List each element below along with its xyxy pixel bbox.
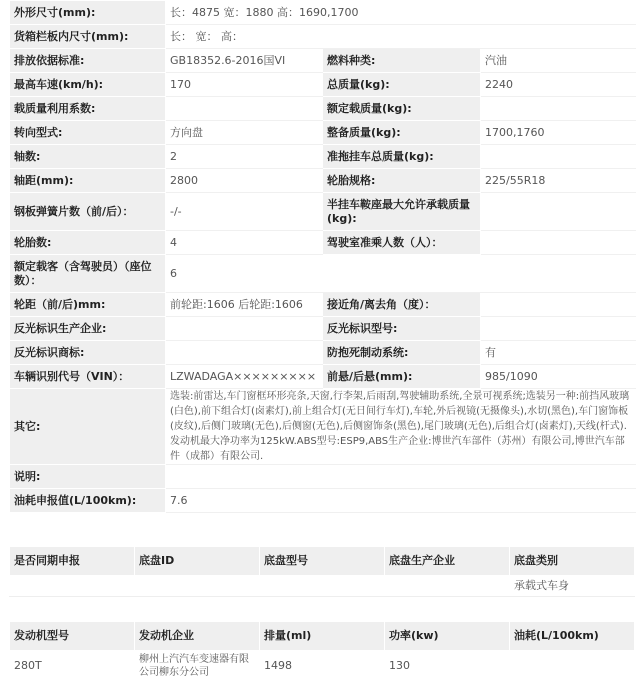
field-value xyxy=(481,145,636,169)
header-cell: 底盘ID xyxy=(135,547,260,576)
field-value: 有 xyxy=(481,341,636,365)
field-value: 170 xyxy=(166,73,323,97)
field-label: 总质量(kg): xyxy=(323,73,481,97)
field-label: 说明: xyxy=(10,465,166,489)
field-value xyxy=(481,97,636,121)
field-value: -/- xyxy=(166,193,323,231)
field-label: 排放依据标准: xyxy=(10,49,166,73)
header-cell: 发动机企业 xyxy=(135,622,260,651)
table-row xyxy=(10,193,636,231)
field-value: 2 xyxy=(166,145,323,169)
table-row xyxy=(10,389,636,465)
field-value xyxy=(481,231,636,255)
field-label: 转向型式: xyxy=(10,121,166,145)
table-row xyxy=(10,576,635,597)
field-label: 载质量利用系数: xyxy=(10,97,166,121)
table-row xyxy=(10,73,636,97)
cell: 承载式车身 xyxy=(510,576,635,597)
cell xyxy=(260,576,385,597)
field-value: 7.6 xyxy=(166,489,636,513)
engine-table xyxy=(9,621,635,682)
table-row xyxy=(10,121,636,145)
field-value: 2800 xyxy=(166,169,323,193)
header-cell: 排量(ml) xyxy=(260,622,385,651)
field-label: 准拖挂车总质量(kg): xyxy=(323,145,481,169)
header-cell: 底盘型号 xyxy=(260,547,385,576)
field-value: 985/1090 xyxy=(481,365,636,389)
field-value: 汽油 xyxy=(481,49,636,73)
field-value: 1700,1760 xyxy=(481,121,636,145)
chassis-header-row xyxy=(10,547,635,576)
table-row xyxy=(10,169,636,193)
field-value: GB18352.6-2016国VI xyxy=(166,49,323,73)
table-row xyxy=(10,651,635,682)
field-value xyxy=(481,193,636,231)
field-label: 外形尺寸(mm): xyxy=(10,1,166,25)
field-label: 油耗申报值(L/100km): xyxy=(10,489,166,513)
field-value: LZWADAGA××××××××× xyxy=(166,365,323,389)
field-label: 轴距(mm): xyxy=(10,169,166,193)
field-label: 车辆识别代号（VIN）： xyxy=(10,365,166,389)
cell: 柳州上汽汽车变速器有限公司柳东分公司 xyxy=(135,651,260,682)
field-label: 轴数: xyxy=(10,145,166,169)
field-label: 钢板弹簧片数（前/后）： xyxy=(10,193,166,231)
cell: 280T xyxy=(10,651,135,682)
table-row xyxy=(10,489,636,513)
field-label: 防抱死制动系统: xyxy=(323,341,481,365)
vehicle-params-table xyxy=(9,0,636,513)
chassis-table xyxy=(9,546,635,597)
table-row xyxy=(10,1,636,25)
header-cell: 是否同期申报 xyxy=(10,547,135,576)
field-value: 6 xyxy=(166,255,636,293)
table-row xyxy=(10,255,636,293)
field-value: 选装:前雷达,车门窗框环形亮条,天窗,行李架,后雨刮,驾驶辅助系统,全景可视系统;选装另一种:前挡风玻璃(白色),前下组合灯(卤素灯),前上组合灯(无日间行车灯),车轮,外后视镜(无摄像头),水切(黑色),车门窗饰板(皮纹),后侧门玻璃(无色),后侧窗(无色),后侧窗饰条(黑色),尾门玻璃(无色),后组合灯(卤素灯),天线(杆式).发动机最大净功率为125kW.ABS型号:ESP9,ABS生产企业:博世汽车部件（苏州）有限公司,博世汽车部件（成都）有限公司. xyxy=(166,389,636,465)
field-label: 整备质量(kg): xyxy=(323,121,481,145)
field-label: 最高车速(km/h): xyxy=(10,73,166,97)
cell xyxy=(10,576,135,597)
field-value xyxy=(166,341,323,365)
field-label: 驾驶室准乘人数（人）： xyxy=(323,231,481,255)
header-cell: 底盘生产企业 xyxy=(385,547,510,576)
table-row xyxy=(10,317,636,341)
field-label: 半挂车鞍座最大允许承载质量(kg): xyxy=(323,193,481,231)
cell: 1498 xyxy=(260,651,385,682)
table-row xyxy=(10,341,636,365)
table-row xyxy=(10,365,636,389)
field-label: 额定载质量(kg): xyxy=(323,97,481,121)
table-row xyxy=(10,231,636,255)
field-value: 前轮距:1606 后轮距:1606 xyxy=(166,293,323,317)
field-label: 轮胎规格: xyxy=(323,169,481,193)
field-value xyxy=(481,293,636,317)
field-value xyxy=(481,317,636,341)
header-cell: 功率(kw) xyxy=(385,622,510,651)
field-label: 额定载客（含驾驶员）（座位数）： xyxy=(10,255,166,293)
cell xyxy=(135,576,260,597)
field-value: 长： 宽： 高： xyxy=(166,25,636,49)
field-label: 燃料种类: xyxy=(323,49,481,73)
field-label: 前悬/后悬(mm): xyxy=(323,365,481,389)
field-value: 方向盘 xyxy=(166,121,323,145)
table-row xyxy=(10,145,636,169)
field-label: 货箱栏板内尺寸(mm): xyxy=(10,25,166,49)
field-label: 反光标识型号: xyxy=(323,317,481,341)
cell xyxy=(385,576,510,597)
field-label: 反光标识商标: xyxy=(10,341,166,365)
field-label: 接近角/离去角（度）： xyxy=(323,293,481,317)
field-label: 轮胎数: xyxy=(10,231,166,255)
table-row xyxy=(10,25,636,49)
field-value xyxy=(166,97,323,121)
field-value: 225/55R18 xyxy=(481,169,636,193)
table-row xyxy=(10,49,636,73)
table-row xyxy=(10,465,636,489)
field-value: 长：4875 宽：1880 高：1690,1700 xyxy=(166,1,636,25)
field-value xyxy=(166,317,323,341)
engine-header-row xyxy=(10,622,635,651)
field-label: 轮距（前/后)mm: xyxy=(10,293,166,317)
field-label: 反光标识生产企业: xyxy=(10,317,166,341)
cell xyxy=(510,651,635,682)
field-value: 4 xyxy=(166,231,323,255)
cell: 130 xyxy=(385,651,510,682)
field-label: 其它: xyxy=(10,389,166,465)
table-row xyxy=(10,97,636,121)
header-cell: 发动机型号 xyxy=(10,622,135,651)
header-cell: 油耗(L/100km) xyxy=(510,622,635,651)
field-value: 2240 xyxy=(481,73,636,97)
table-row xyxy=(10,293,636,317)
field-value xyxy=(166,465,636,489)
header-cell: 底盘类别 xyxy=(510,547,635,576)
